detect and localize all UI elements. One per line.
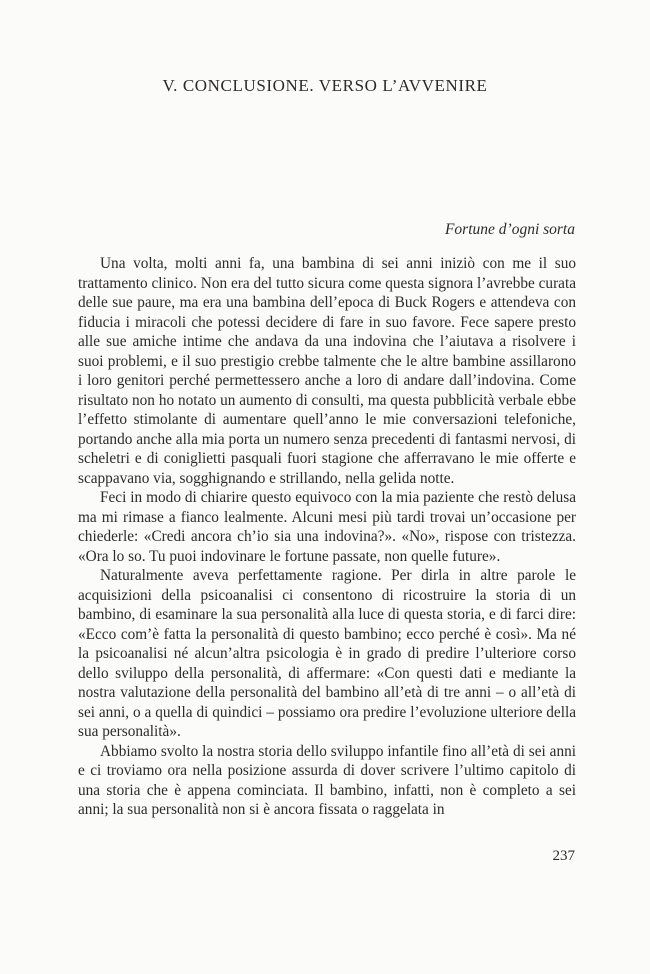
body-text xyxy=(78,254,576,820)
paragraph-4: Abbiamo svolto la nostra storia dello sviluppo infantile fino all’età di sei anni e ci troviamo ora nella posizione assurda di dover scrivere l’ultimo capitolo di una storia che è appena cominciata. Il bambino, infatti, non è completo a sei anni; la sua personalità non si è ancora fissata o raggelata in xyxy=(78,742,576,818)
paragraph-3: Naturalmente aveva perfettamente ragione. Per dirla in altre parole le acquisizioni della psicoanalisi ci consentono di ricostruire la storia di un bambino, di esaminare la sua personalità alla luce di questa storia, e di farci dire: «Ecco com’è fatta la personalità di questo bambino; ecco perché è così». Ma né la psicoanalisi né alcun’altra psicologia è in grado di predire l’ulteriore corso dello sviluppo della personalità, di affermare: «Con questi dati e mediante la nostra valutazione della personalità del bambino all’età di tre anni – o all’età di sei anni, o a quella di quindici – possiamo ora predire l’evoluzione ulteriore della sua personalità». xyxy=(78,567,576,740)
paragraph-1: Una volta, molti anni fa, una bambina di sei anni iniziò con me il suo trattamento clinico. Non era del tutto sicura come questa signora l’avrebbe curata delle sue paure, ma era una bambina dell’epoca di Buck Rogers e attendeva con fiducia i miracoli che potessi decidere di fare in suo favore. Fece sapere presto alle sue amiche intime che andava da una indovina che l’aiutava a risolvere i suoi problemi, e il suo prestigio crebbe talmente che le altre bambine assillarono i loro genitori perché permettessero anche a loro di andare dall’indovina. Come risultato non ho notato un aumento di consulti, ma questa pubblicità verbale ebbe l’effetto stimolante di aumentare quell’anno le mie conversazioni telefoniche, portando anche alla mia porta un numero senza precedenti di fantasmi nervosi, di scheletri e di coniglietti pasquali fuori stagione che afferravano le mie offerte e scappavano via, sogghignando e strillando, nella gelida notte. xyxy=(78,255,576,487)
chapter-title: V. CONCLUSIONE. VERSO L’AVVENIRE xyxy=(162,76,488,95)
section-heading: Fortune d’ogni sorta xyxy=(444,221,575,238)
page-number: 237 xyxy=(552,848,575,864)
paragraph-2: Feci in modo di chiarire questo equivoco con la mia paziente che restò delusa ma mi rimase a fianco lealmente. Alcuni mesi più tardi trovai un’occasione per chiederle: «Credi ancora ch’io sia una indovina?». «No», rispose con tristezza. «Ora lo so. Tu puoi indovinare le fortune passate, non quelle future». xyxy=(78,489,576,565)
